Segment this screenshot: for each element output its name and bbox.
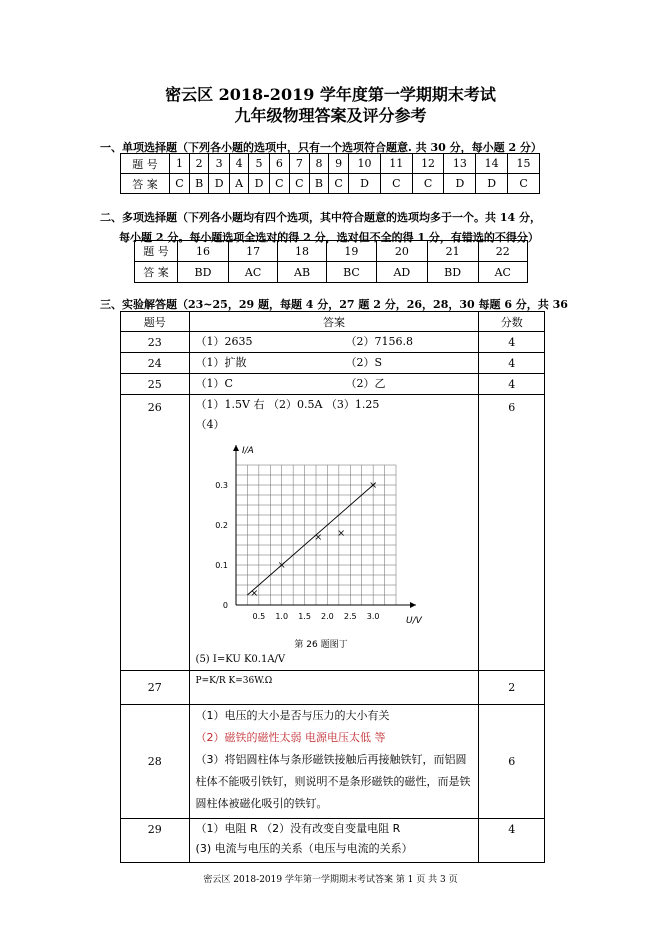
answer-cell: P=K/R K=36W.Ω xyxy=(189,671,479,705)
table-cell: 7 xyxy=(289,154,309,174)
table-cell: 20 xyxy=(377,241,428,262)
table-cell: D xyxy=(249,174,270,194)
table-cell: 3 xyxy=(209,154,230,174)
y-axis-label: I/A xyxy=(241,446,254,456)
table-cell: 11 xyxy=(380,154,412,174)
table-cell: C xyxy=(380,174,412,194)
table-row xyxy=(121,819,545,863)
table-row xyxy=(121,332,545,353)
table-cell: BC xyxy=(326,262,376,283)
table-cell: B xyxy=(189,174,208,194)
table-cell: 10 xyxy=(349,154,381,174)
score: 6 xyxy=(479,395,545,671)
table-cell: 15 xyxy=(508,154,540,174)
table-cell: D xyxy=(444,174,476,194)
single-choice-table xyxy=(120,153,540,194)
y-axis-arrow xyxy=(233,445,239,451)
table-cell: 9 xyxy=(329,154,349,174)
table-cell: B xyxy=(309,174,328,194)
answer-line: 圆柱体被磁化吸引的铁钉。 xyxy=(195,797,328,810)
col-header-number: 题号 xyxy=(121,312,190,332)
question-number: 28 xyxy=(121,705,190,819)
col-header-score: 分数 xyxy=(479,312,545,332)
answer-cell xyxy=(189,353,479,374)
col-header-answer: 答案 xyxy=(189,312,479,332)
table-row xyxy=(121,174,540,194)
table-cell: C xyxy=(412,174,444,194)
answer-line: （1）1.5V 右 （2）0.5A （3）1.25 xyxy=(195,398,380,411)
score: 4 xyxy=(479,819,545,863)
question-number: 29 xyxy=(121,819,190,863)
table-cell: C xyxy=(170,174,190,194)
experiment-table xyxy=(120,311,545,863)
row-label: 题 号 xyxy=(121,154,170,174)
x-tick-label: 1.0 xyxy=(274,612,288,621)
table-cell: BD xyxy=(427,262,478,283)
answer-cell xyxy=(189,374,479,395)
answer-line: (5) I=KU K0.1A/V xyxy=(195,654,286,665)
table-row xyxy=(121,374,545,395)
table-cell: 14 xyxy=(476,154,508,174)
table-row xyxy=(121,353,545,374)
section2-heading-line2: 每小题 2 分。每小题选项全选对的得 2 分，选对但不全的得 1 分，有错选的不得分） xyxy=(119,231,539,244)
section1-heading: 一、单项选择题（下列各小题的选项中，只有一个选项符合题意. 共 30 分，每小题 2 分） xyxy=(100,141,542,154)
answer-part: （2）7156.8 xyxy=(345,335,414,348)
x-axis-arrow xyxy=(410,602,416,608)
row-label: 答 案 xyxy=(135,262,178,283)
table-cell: AC xyxy=(478,262,527,283)
answer-part: （1）2635 xyxy=(195,335,253,348)
question-number: 27 xyxy=(121,671,190,705)
answer-cell xyxy=(189,395,479,671)
table-cell: C xyxy=(269,174,289,194)
score: 6 xyxy=(479,705,545,819)
table-cell: D xyxy=(476,174,508,194)
x-tick-label: 2.0 xyxy=(320,612,334,621)
score: 2 xyxy=(479,671,545,705)
table-cell: 6 xyxy=(269,154,289,174)
table-cell: AB xyxy=(278,262,326,283)
x-tick-label: 2.5 xyxy=(343,612,357,621)
table-cell: AC xyxy=(228,262,277,283)
table-cell: D xyxy=(209,174,230,194)
table-cell: BD xyxy=(178,262,229,283)
answer-cell xyxy=(189,705,479,819)
table-cell: C xyxy=(289,174,309,194)
table-cell: 2 xyxy=(189,154,208,174)
y-tick-label: 0.2 xyxy=(214,521,228,530)
table-cell: 16 xyxy=(178,241,229,262)
page-subtitle: 九年级物理答案及评分参考 xyxy=(234,106,427,125)
table-cell: 12 xyxy=(412,154,444,174)
table-cell: 17 xyxy=(228,241,277,262)
section2-heading-line1: 二、多项选择题（下列各小题均有四个选项，其中符合题意的选项均多于一个。共 14 分， xyxy=(100,211,541,224)
table-row xyxy=(121,705,545,819)
table-row xyxy=(135,241,528,262)
answer-line: 柱体不能吸引铁钉，则说明不是条形磁铁的磁性，而是铁 xyxy=(195,775,471,788)
answer-line: （4） xyxy=(195,418,225,431)
page-footer: 密云区 2018-2019 学年第一学期期末考试答案 第 1 页 共 3 页 xyxy=(203,875,458,885)
table-cell: A xyxy=(230,174,249,194)
table-cell: 18 xyxy=(278,241,326,262)
answer-line: （3）将铝圆柱体与条形磁铁接触后再接触铁钉，而铝圆 xyxy=(195,753,467,766)
answer-part: （2）S xyxy=(345,356,383,369)
answer-cell xyxy=(189,332,479,353)
answer-line: （2）磁铁的磁性太弱 电源电压太低 等 xyxy=(195,731,386,744)
table-cell: C xyxy=(508,174,540,194)
score: 4 xyxy=(479,374,545,395)
answer-line: (3) 电流与电压的关系（电压与电流的关系） xyxy=(195,842,413,855)
y-tick-label: 0.3 xyxy=(214,481,228,490)
question-number: 24 xyxy=(121,353,190,374)
table-cell: 22 xyxy=(478,241,527,262)
x-axis-label: U/V xyxy=(405,616,422,626)
question-number: 25 xyxy=(121,374,190,395)
table-cell: 4 xyxy=(230,154,249,174)
table-row xyxy=(121,671,545,705)
answer-part: （1）扩散 xyxy=(195,356,247,369)
x-tick-label: 1.5 xyxy=(297,612,311,621)
answer-cell xyxy=(189,819,479,863)
section3-heading: 三、实验解答题（23~25，29 题，每题 4 分，27 题 2 分，26，28，30 每题 6 分，共 36 xyxy=(100,298,568,311)
row-label: 答 案 xyxy=(121,174,170,194)
table-cell: AD xyxy=(377,262,428,283)
question-number: 23 xyxy=(121,332,190,353)
answer-line: （1）电阻 R （2）没有改变自变量电阻 R xyxy=(195,822,401,835)
answer-part: （1）C xyxy=(195,377,233,390)
table-cell: D xyxy=(349,174,381,194)
score: 4 xyxy=(479,353,545,374)
table-cell: 8 xyxy=(309,154,328,174)
fit-line xyxy=(247,483,375,595)
page-title: 密云区 2018-2019 学年度第一学期期末考试 xyxy=(165,85,496,104)
multi-choice-table xyxy=(134,240,528,283)
x-tick-label: 0.5 xyxy=(252,612,265,621)
table-cell: C xyxy=(329,174,349,194)
table-row xyxy=(121,154,540,174)
iu-graph xyxy=(196,435,479,650)
graph-caption: 第 26 题图丁 xyxy=(293,640,348,650)
table-row xyxy=(135,262,528,283)
table-cell: 19 xyxy=(326,241,376,262)
table-cell: 5 xyxy=(249,154,270,174)
y-tick-label: 0.1 xyxy=(214,561,228,570)
row-label: 题 号 xyxy=(135,241,178,262)
score: 4 xyxy=(479,332,545,353)
answer-part: （2）乙 xyxy=(345,377,386,390)
table-cell: 1 xyxy=(170,154,190,174)
iu-graph-svg xyxy=(206,435,436,650)
table-cell: 13 xyxy=(444,154,476,174)
table-header-row xyxy=(121,312,545,332)
origin-label: 0 xyxy=(222,601,228,610)
x-tick-label: 3.0 xyxy=(366,612,380,621)
answer-line: （1）电压的大小是否与压力的大小有关 xyxy=(195,709,390,722)
question-number: 26 xyxy=(121,395,190,671)
table-cell: 21 xyxy=(427,241,478,262)
table-row xyxy=(121,395,545,671)
